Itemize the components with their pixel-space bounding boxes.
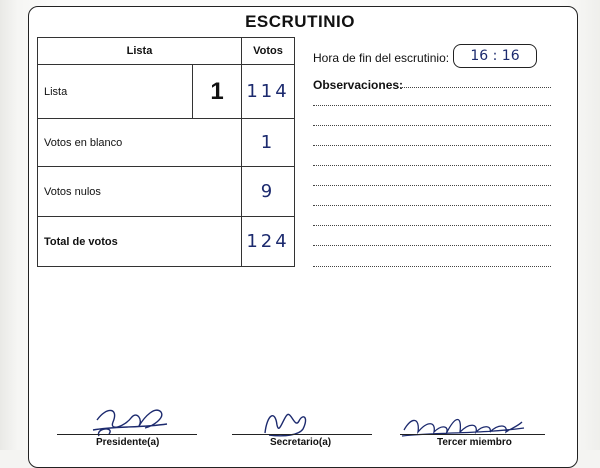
table-row [38,119,295,167]
votes-nulos: 9 [242,167,295,217]
hora-value: 16 : 16 [453,44,537,68]
vote-tally-table [37,37,295,267]
page-title: ESCRUTINIO [245,12,355,31]
votes-blanco: 1 [242,119,295,167]
observation-line [313,125,551,126]
observation-line [313,225,551,226]
observation-line [313,266,551,267]
secretario-signature-icon [255,405,315,441]
observation-line [313,105,551,106]
observation-line [313,185,551,186]
votes-lista: 114 [242,65,295,119]
hora-label: Hora de fin del escrutinio: [313,51,450,65]
presidente-label: Presidente(a) [96,437,160,448]
observation-line [313,165,551,166]
row-label-total: Total de votos [38,217,242,267]
row-label-nulos: Votos nulos [38,167,242,217]
presidente-signature-line [57,434,197,435]
votes-total: 124 [242,217,295,267]
table-row [38,167,295,217]
observation-line [313,245,551,246]
observation-line [313,205,551,206]
secretario-signature-line [232,434,372,435]
observation-line [398,87,551,88]
row-label-blanco: Votos en blanco [38,119,242,167]
table-row [38,65,295,119]
list-number: 1 [193,65,242,119]
observaciones-label: Observaciones: [313,78,404,92]
tercer-miembro-label: Tercer miembro [437,437,512,448]
row-label-lista: Lista [38,65,193,119]
secretario-label: Secretario(a) [270,437,332,448]
tercer-signature-line [400,434,545,435]
table-row [38,217,295,267]
observation-line [313,145,551,146]
header-votos: Votos [242,38,295,65]
header-lista: Lista [38,38,242,65]
table-header-row [38,38,295,65]
